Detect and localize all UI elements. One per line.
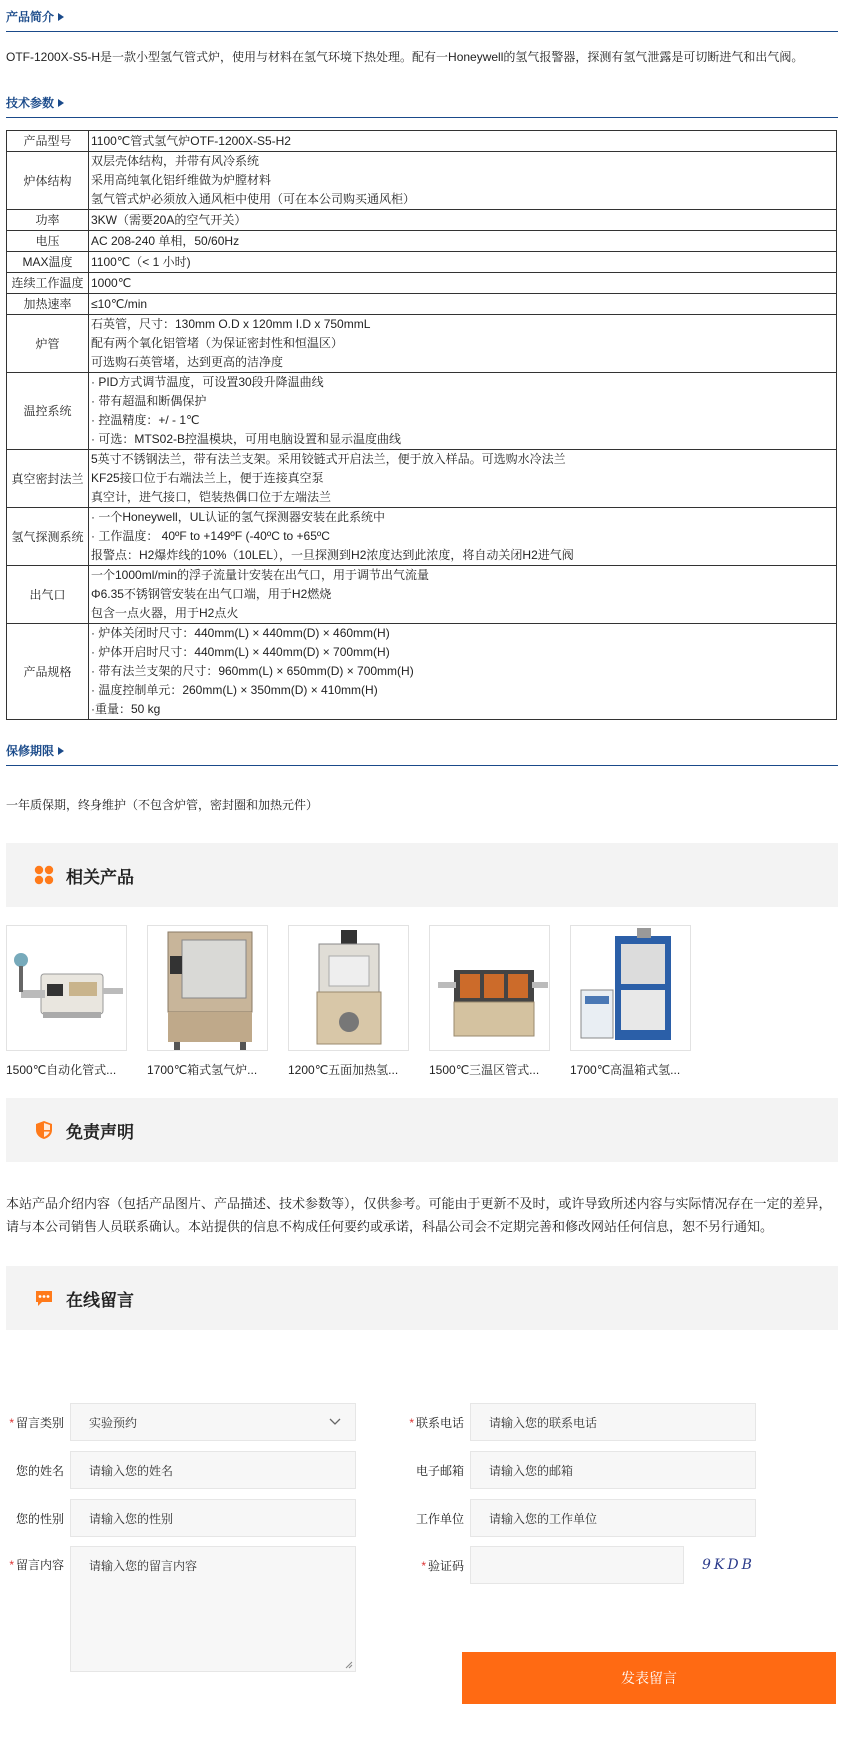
intro-section-title <box>6 2 838 32</box>
spec-row <box>7 231 837 252</box>
spec-key: 加热速率 <box>7 294 89 315</box>
spec-value <box>89 450 837 508</box>
spec-value-line: 5英寸不锈钢法兰，带有法兰支架。采用铰链式开启法兰，便于放入样品。可选购水冷法兰 <box>91 452 566 466</box>
email-row <box>406 1451 756 1489</box>
product-image[interactable] <box>288 925 409 1051</box>
gender-row <box>6 1499 356 1537</box>
company-input[interactable]: 请输入您的工作单位 <box>470 1499 756 1537</box>
spec-value-line: Φ6.35不锈钢管安装在出气口端，用于H2燃烧 <box>91 587 332 601</box>
spec-key: 出气口 <box>7 566 89 624</box>
related-products-title: 相关产品 <box>66 867 134 887</box>
disclaimer-text: 本站产品介绍内容（包括产品图片、产品描述、技术参数等），仅供参考。可能由于更新不及时，或许导致所述内容与实际情况存在一定的差异，请与本公司销售人员联系确认。本站提供的信息不构成任何要约或承诺，科晶公司会不定期完善和修改网站任何信息，恕不另行通知。 <box>6 1196 832 1234</box>
warranty-text: 一年质保期，终身维护（不包含炉管，密封圈和加热元件） <box>6 798 319 812</box>
spec-value-line: 报警点：H2爆炸线的10%（10LEL），一旦探测到H2浓度达到此浓度，将自动关闭H2进气阀 <box>91 548 574 562</box>
spec-key: 产品型号 <box>7 131 89 152</box>
product-card[interactable] <box>6 925 127 1078</box>
gender-input[interactable]: 请输入您的性别 <box>70 1499 356 1537</box>
spec-row <box>7 131 837 152</box>
spec-value <box>89 231 837 252</box>
warranty-section-title <box>6 736 838 766</box>
type-select[interactable] <box>70 1403 356 1441</box>
spec-value-line: · 炉体关闭时尺寸：440mm(L) × 440mm(D) × 460mm(H) <box>91 626 390 640</box>
spec-value <box>89 131 837 152</box>
company-label: 工作单位 <box>415 1511 464 1526</box>
type-label: * 留言类别 <box>9 1415 64 1430</box>
spec-value <box>89 373 837 450</box>
content-placeholder: 请输入您的留言内容 <box>89 1559 198 1573</box>
spec-value <box>89 508 837 566</box>
triangle-right-icon <box>58 13 64 21</box>
submit-button[interactable]: 发表留言 <box>462 1652 836 1704</box>
spec-key: 炉管 <box>7 315 89 373</box>
spec-value-line: · 工作温度： 40ºF to +149ºF (-40ºC to +65ºC <box>91 529 330 543</box>
captcha-row <box>406 1546 755 1584</box>
spec-value-line: 采用高纯氧化铝纤维做为炉膛材料 <box>91 173 272 187</box>
type-row <box>6 1403 356 1441</box>
company-row <box>406 1499 756 1537</box>
spec-value-line: 双层壳体结构，并带有风冷系统 <box>91 154 260 168</box>
captcha-image[interactable]: 9KDB <box>702 1557 755 1573</box>
specs-section-title <box>6 88 838 118</box>
name-input[interactable]: 请输入您的姓名 <box>70 1451 356 1489</box>
related-products-list <box>6 907 838 1078</box>
name-row <box>6 1451 356 1489</box>
spec-value <box>89 152 837 210</box>
spec-value-line: ≤10℃/min <box>91 296 148 311</box>
spec-row <box>7 450 837 508</box>
spec-value-line: · PID方式调节温度，可设置30段升降温曲线 <box>91 375 324 389</box>
spec-value <box>89 273 837 294</box>
product-image[interactable] <box>570 925 691 1051</box>
spec-value-line: KF25接口位于右端法兰上，便于连接真空泵 <box>91 471 324 485</box>
disclaimer-header <box>6 1098 838 1162</box>
content-textarea[interactable] <box>70 1546 356 1672</box>
spec-value-line: · 可选：MTS02-B控温模块，可用电脑设置和显示温度曲线 <box>91 432 402 446</box>
spec-key: 电压 <box>7 231 89 252</box>
spec-value-line: · 控温精度：+/ - 1℃ <box>91 413 200 427</box>
product-image[interactable] <box>6 925 127 1051</box>
phone-label: * 联系电话 <box>409 1415 464 1430</box>
spec-row <box>7 273 837 294</box>
related-products-header <box>6 843 838 907</box>
spec-value <box>89 252 837 273</box>
spec-value-line: AC 208-240 单相，50/60Hz <box>91 233 240 248</box>
spec-value-line: · 温度控制单元：260mm(L) × 350mm(D) × 410mm(H) <box>91 683 378 697</box>
specs-title-text: 技术参数 <box>6 96 55 110</box>
spec-key: 炉体结构 <box>7 152 89 210</box>
spec-row <box>7 315 837 373</box>
spec-row <box>7 566 837 624</box>
product-caption[interactable]: 1500℃三温区管式... <box>429 1063 540 1077</box>
spec-value-line: · 带有法兰支架的尺寸：960mm(L) × 650mm(D) × 700mm(H) <box>91 664 414 678</box>
spec-row <box>7 373 837 450</box>
product-card[interactable] <box>288 925 409 1078</box>
spec-value-line: 3KW（需要20A的空气开关） <box>91 212 247 227</box>
disclaimer-title: 免责声明 <box>66 1122 134 1142</box>
chat-icon <box>34 1288 54 1308</box>
message-form <box>6 1346 838 1746</box>
content-label: * 留言内容 <box>9 1558 64 1572</box>
content-row <box>6 1546 356 1672</box>
spec-value <box>89 210 837 231</box>
chevron-down-icon <box>329 1418 341 1426</box>
spec-row <box>7 508 837 566</box>
spec-value-line: 真空计，进气接口，铠装热偶口位于左端法兰 <box>91 490 332 504</box>
spec-key: 功率 <box>7 210 89 231</box>
intro-title-text: 产品简介 <box>6 10 55 24</box>
name-label: 您的姓名 <box>15 1463 64 1478</box>
captcha-input[interactable] <box>470 1546 684 1584</box>
spec-value-line: 1100℃管式氢气炉OTF-1200X-S5-H2 <box>91 133 291 148</box>
spec-row <box>7 152 837 210</box>
spec-value-line: ·重量：50 kg <box>91 702 161 716</box>
spec-value-line: · 炉体开启时尺寸：440mm(L) × 440mm(D) × 700mm(H) <box>91 645 390 659</box>
spec-value-line: 石英管，尺寸：130mm O.D x 120mm I.D x 750mmL <box>91 317 371 331</box>
spec-row <box>7 252 837 273</box>
spec-row <box>7 210 837 231</box>
spec-key: 氢气探测系统 <box>7 508 89 566</box>
spec-value <box>89 315 837 373</box>
spec-value-line: · 带有超温和断偶保护 <box>91 394 207 408</box>
spec-row <box>7 294 837 315</box>
product-card[interactable] <box>570 925 691 1078</box>
captcha-label: * 验证码 <box>421 1558 464 1573</box>
spec-key: MAX温度 <box>7 252 89 273</box>
product-card[interactable] <box>429 925 550 1078</box>
spec-value-line: 配有两个氧化铝管堵（为保证密封性和恒温区） <box>91 336 344 350</box>
warranty-title-text: 保修期限 <box>6 744 55 758</box>
spec-value <box>89 294 837 315</box>
spec-value-line: 1000℃ <box>91 275 132 290</box>
message-header <box>6 1266 838 1330</box>
spec-table <box>6 130 837 720</box>
spec-value-line: 可选购石英管堵，达到更高的洁净度 <box>91 355 284 369</box>
email-input[interactable]: 请输入您的邮箱 <box>470 1451 756 1489</box>
phone-row <box>406 1403 756 1441</box>
spec-value <box>89 624 837 720</box>
grid-icon <box>34 865 54 885</box>
email-label: 电子邮箱 <box>415 1463 464 1478</box>
spec-row <box>7 624 837 720</box>
spec-key: 连续工作温度 <box>7 273 89 294</box>
message-title: 在线留言 <box>66 1290 134 1310</box>
spec-value-line: 包含一点火器，用于H2点火 <box>91 606 239 620</box>
spec-key: 温控系统 <box>7 373 89 450</box>
spec-value <box>89 566 837 624</box>
spec-value-line: 1100℃（< 1 小时) <box>91 254 191 269</box>
spec-key: 产品规格 <box>7 624 89 720</box>
spec-value-line: · 一个Honeywell，UL认证的氢气探测器安装在此系统中 <box>91 510 386 524</box>
spec-value-line: 氢气管式炉必须放入通风柜中使用（可在本公司购买通风柜） <box>91 192 416 206</box>
triangle-right-icon <box>58 747 64 755</box>
product-image[interactable] <box>429 925 550 1051</box>
product-image[interactable] <box>147 925 268 1051</box>
phone-input[interactable]: 请输入您的联系电话 <box>470 1403 756 1441</box>
product-caption[interactable]: 1700℃箱式氢气炉... <box>147 1063 258 1077</box>
type-select-value: 实验预约 <box>89 1415 138 1430</box>
triangle-right-icon <box>58 99 64 107</box>
shield-icon <box>34 1120 54 1140</box>
spec-key: 真空密封法兰 <box>7 450 89 508</box>
resize-handle-icon[interactable] <box>345 1661 353 1669</box>
intro-text: OTF-1200X-S5-H是一款小型氢气管式炉，使用与材料在氢气环境下热处理。配有一Honeywell的氢气报警器，探测有氢气泄露是可切断进气和出气阀。 <box>6 50 804 64</box>
product-caption[interactable]: 1200℃五面加热氢... <box>288 1063 399 1077</box>
product-card[interactable] <box>147 925 268 1078</box>
product-caption[interactable]: 1500℃自动化管式... <box>6 1063 117 1077</box>
gender-label: 您的性别 <box>15 1511 64 1526</box>
product-caption[interactable]: 1700℃高温箱式氢... <box>570 1063 681 1077</box>
spec-value-line: 一个1000ml/min的浮子流量计安装在出气口，用于调节出气流量 <box>91 568 430 582</box>
